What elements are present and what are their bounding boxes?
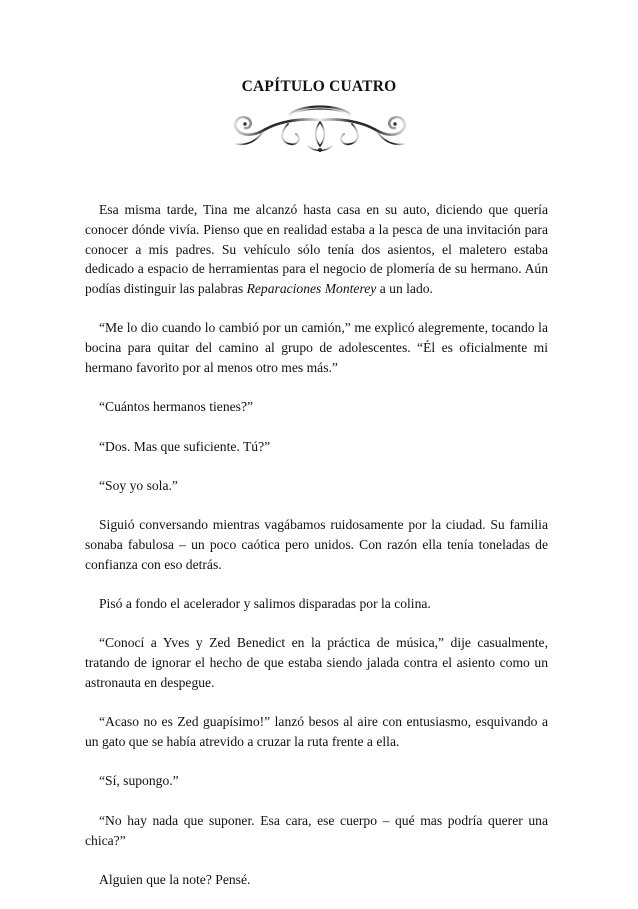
paragraph: “Soy yo sola.”	[99, 477, 178, 493]
italic-text: Reparaciones Monterey	[246, 281, 377, 297]
ornamental-divider	[218, 100, 422, 158]
chapter-title: CAPÍTULO CUATRO	[241, 78, 397, 95]
paragraph: “Sí, supongo.”	[99, 773, 179, 789]
chapter-body	[85, 200, 548, 909]
paragraph: Alguien que la note? Pensé.	[99, 871, 251, 887]
paragraph: Pisó a fondo el acelerador y salimos disparadas por la colina.	[99, 596, 431, 612]
paragraph: Esa misma tarde, Tina me alcanzó hasta casa en su auto, diciendo que quería conocer dónde vivía. Pienso que en realidad estaba a la pesca de una invitación para conocer a mis padres. Su vehículo sólo tenía dos asientos, el maletero estaba dedicado a espacio de herramientas para el negocio de plomería de su hermano. Aún podías distinguir las palabras Reparaciones Monterey a un lado.	[85, 202, 548, 297]
paragraph: Siguió conversando mientras vagábamos ruidosamente por la ciudad. Su familia sonaba fabulosa – un poco caótica pero unidos. Con razón ella tenía toneladas de confianza con eso detrás.	[85, 517, 548, 572]
paragraph: “Cuántos hermanos tienes?”	[99, 399, 254, 415]
paragraph: “Dos. Mas que suficiente. Tú?”	[99, 438, 271, 454]
paragraph: “Conocí a Yves y Zed Benedict en la práctica de música,” dije casualmente, tratando de ignorar el hecho de que estaba siendo jalada contra el asiento como un astronauta en despegue.	[85, 635, 548, 691]
paragraph: “Me lo dio cuando lo cambió por un camión,” me explicó alegremente, tocando la bocina para quitar del camino al grupo de adolescentes. “Él es oficialmente mi hermano favorito por al menos otro mes más.”	[85, 320, 548, 376]
paragraph: “No hay nada que suponer. Esa cara, ese cuerpo – qué mas podría querer una chica?”	[85, 812, 548, 848]
paragraph: “Acaso no es Zed guapísimo!” lanzó besos al aire con entusiasmo, esquivando a un gato que se había atrevido a cruzar la ruta frente a ella.	[85, 714, 548, 750]
